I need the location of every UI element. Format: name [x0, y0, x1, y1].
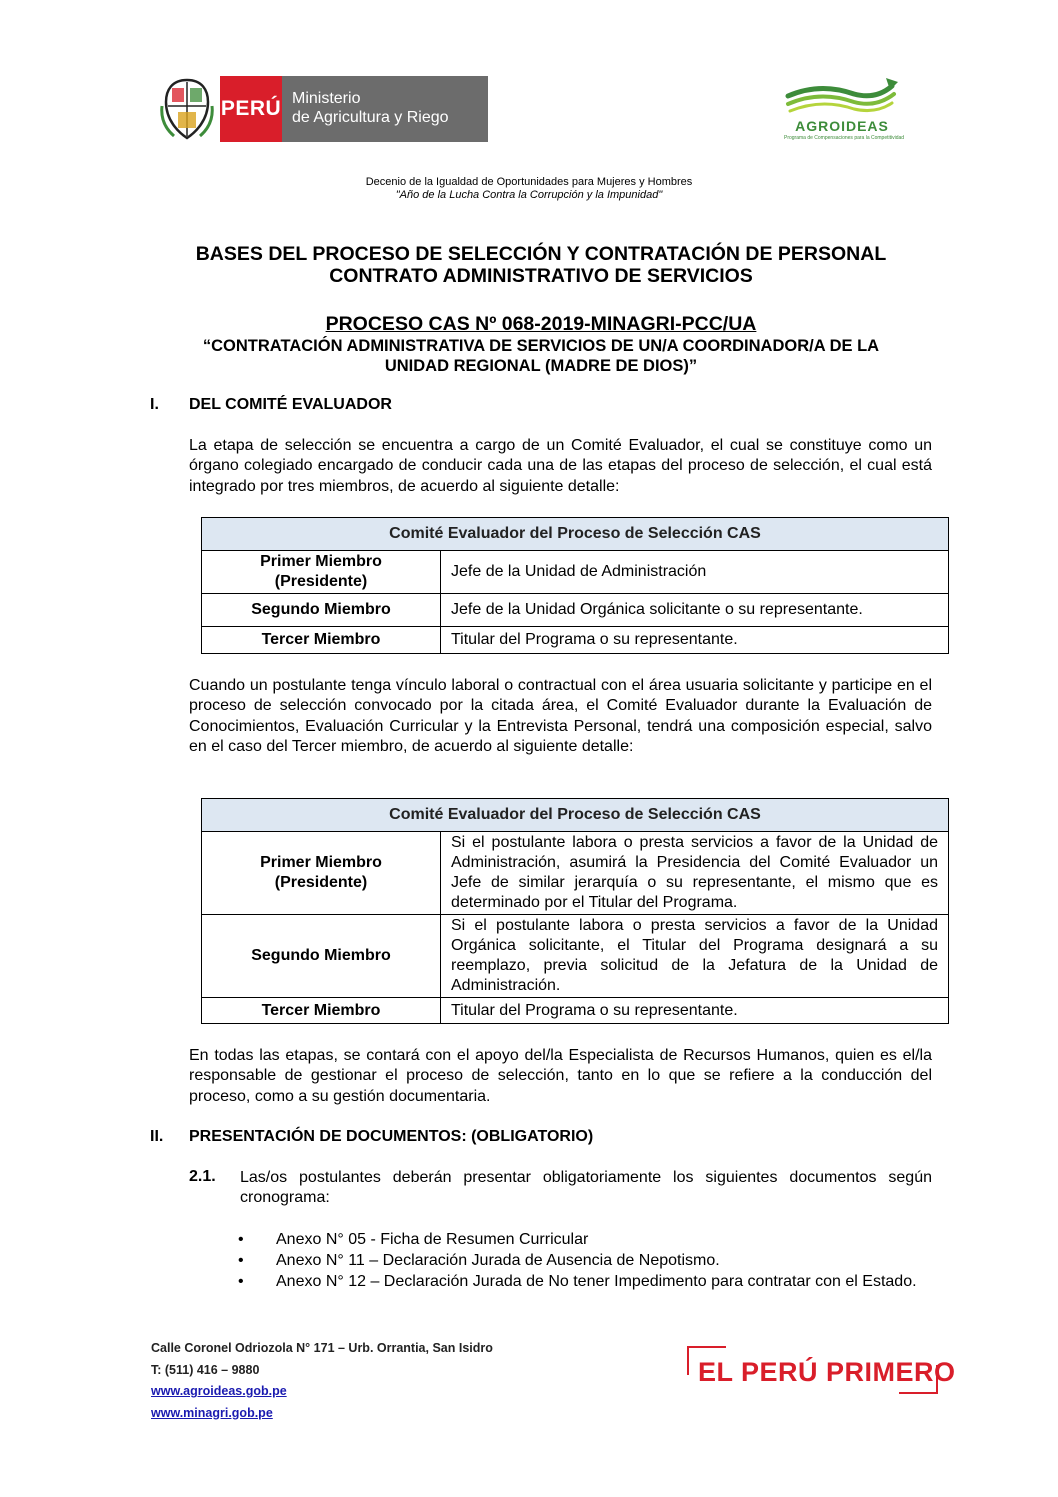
section-1-number: I.	[150, 396, 159, 413]
section-1-middle: Cuando un postulante tenga vínculo laboral o contractual con el área usuaria solicitante y participe en el proceso de selección convocado por la citada área, el Comité Evaluador durante la Evaluación de Conocimientos, Evaluación Curricular y la Entrevista Personal, tendrá una composición especial, salvo en el caso del Tercer miembro, de acuerdo al siguiente detalle:	[189, 677, 932, 756]
table-row	[202, 832, 949, 915]
ministry-line-1: Ministerio	[292, 90, 361, 107]
description-cell: Jefe de la Unidad de Administración	[441, 551, 949, 594]
list-item: • Anexo N° 05 - Ficha de Resumen Curricular	[276, 1229, 934, 1250]
section-2-title: PRESENTACIÓN DE DOCUMENTOS: (OBLIGATORIO)	[189, 1128, 594, 1145]
table-row	[202, 915, 949, 998]
process-number: PROCESO CAS Nº 068-2019-MINAGRI-PCC/UA	[325, 313, 757, 335]
role-note: (Presidente)	[274, 573, 368, 590]
agroideas-name: AGROIDEAS	[795, 118, 889, 134]
list-item: • Anexo N° 11 – Declaración Jurada de Ausencia de Nepotismo.	[276, 1250, 934, 1271]
role-note: (Presidente)	[274, 874, 368, 891]
table-row	[202, 998, 949, 1024]
peru-label: PERÚ	[220, 76, 282, 142]
committee-table-1	[201, 517, 949, 654]
minagri-link[interactable]: www.minagri.gob.pe	[151, 1405, 273, 1420]
description-cell: Titular del Programa o su representante.	[441, 998, 949, 1024]
ministry-name	[282, 76, 488, 142]
role-cell	[202, 551, 441, 594]
table-row	[202, 551, 949, 594]
agroideas-tagline: Programa de Compensaciones para la Competitividad	[784, 135, 905, 141]
footer-contact	[151, 1338, 493, 1424]
ministry-line-2: de Agricultura y Riego	[292, 109, 449, 126]
ministry-logo	[160, 76, 488, 142]
table-2-header: Comité Evaluador del Proceso de Selección CAS	[202, 799, 949, 832]
process-subtitle	[0, 336, 1058, 376]
subtitle-line-2: UNIDAD REGIONAL (MADRE DE DIOS)”	[384, 357, 698, 375]
footer-phone: T: (511) 416 – 9880	[151, 1362, 260, 1377]
role-cell: Segundo Miembro	[202, 594, 441, 627]
role-name: Primer Miembro	[260, 553, 382, 570]
list-item: • Anexo N° 12 – Declaración Jurada de No tener Impedimento para contratar con el Estado.	[276, 1271, 934, 1292]
role-cell: Tercer Miembro	[202, 627, 441, 654]
subtitle-line-1: “CONTRATACIÓN ADMINISTRATIVA DE SERVICIOS DE UN/A COORDINADOR/A DE LA	[202, 337, 880, 355]
description-cell: Jefe de la Unidad Orgánica solicitante o su representante.	[441, 594, 949, 627]
footer-address: Calle Coronel Odriozola N° 171 – Urb. Orrantia, San Isidro	[151, 1341, 493, 1355]
coat-of-arms-icon	[160, 76, 214, 142]
decade-notice	[0, 176, 1058, 202]
role-cell: Tercer Miembro	[202, 998, 441, 1024]
document-title	[0, 243, 1058, 287]
documents-list	[238, 1229, 934, 1292]
decade-line: Decenio de la Igualdad de Oportunidades para Mujeres y Hombres	[365, 176, 693, 188]
role-cell	[202, 832, 441, 915]
title-line-2: CONTRATO ADMINISTRATIVO DE SERVICIOS	[329, 265, 753, 287]
role-cell: Segundo Miembro	[202, 915, 441, 998]
agroideas-link[interactable]: www.agroideas.gob.pe	[151, 1384, 287, 1398]
table-row	[202, 627, 949, 654]
year-line: "Año de la Lucha Contra la Corrupción y la Impunidad"	[395, 189, 663, 201]
subsection-number: 2.1.	[189, 1168, 216, 1185]
description-cell: Si el postulante labora o presta servicios a favor de la Unidad de Administración, asumirá la Presidencia del Comité Evaluador un Jefe de similar jerarquía o su representante, el mismo que es determinado por el Titular del Programa.	[441, 832, 949, 915]
subsection-text: Las/os postulantes deberán presentar obligatoriamente los siguientes documentos según cronograma:	[240, 1169, 932, 1207]
table-1-header: Comité Evaluador del Proceso de Selección CAS	[202, 518, 949, 551]
role-name: Primer Miembro	[260, 854, 382, 871]
section-1-title: DEL COMITÉ EVALUADOR	[189, 396, 392, 413]
table-row	[202, 594, 949, 627]
section-1-closing: En todas las etapas, se contará con el apoyo del/la Especialista de Recursos Humanos, quien es el/la responsable de gestionar el proceso de selección, tanto en lo que se refiere a la conducción del proceso, como a su gestión documentaria.	[189, 1047, 932, 1105]
description-cell: Titular del Programa o su representante.	[441, 627, 949, 654]
description-cell: Si el postulante labora o presta servicios a favor de la Unidad Orgánica solicitante, el Titular del Programa designará a su reemplazo, previa solicitud de la Jefatura de la Unidad de Administración.	[441, 915, 949, 998]
slogan-text: EL PERÚ PRIMERO	[698, 1357, 956, 1387]
section-1-intro: La etapa de selección se encuentra a cargo de un Comité Evaluador, el cual se constituye como un órgano colegiado encargado de conducir cada una de las etapas del proceso de selección, el cual está integrado por tres miembros, de acuerdo al siguiente detalle:	[189, 437, 932, 495]
committee-table-2	[201, 798, 949, 1024]
agroideas-logo	[780, 76, 904, 142]
section-2-number: II.	[150, 1128, 164, 1145]
title-line-1: BASES DEL PROCESO DE SELECCIÓN Y CONTRATACIÓN DE PERSONAL	[195, 243, 887, 265]
agroideas-swoosh-icon	[780, 76, 904, 118]
el-peru-primero-logo	[686, 1345, 956, 1395]
